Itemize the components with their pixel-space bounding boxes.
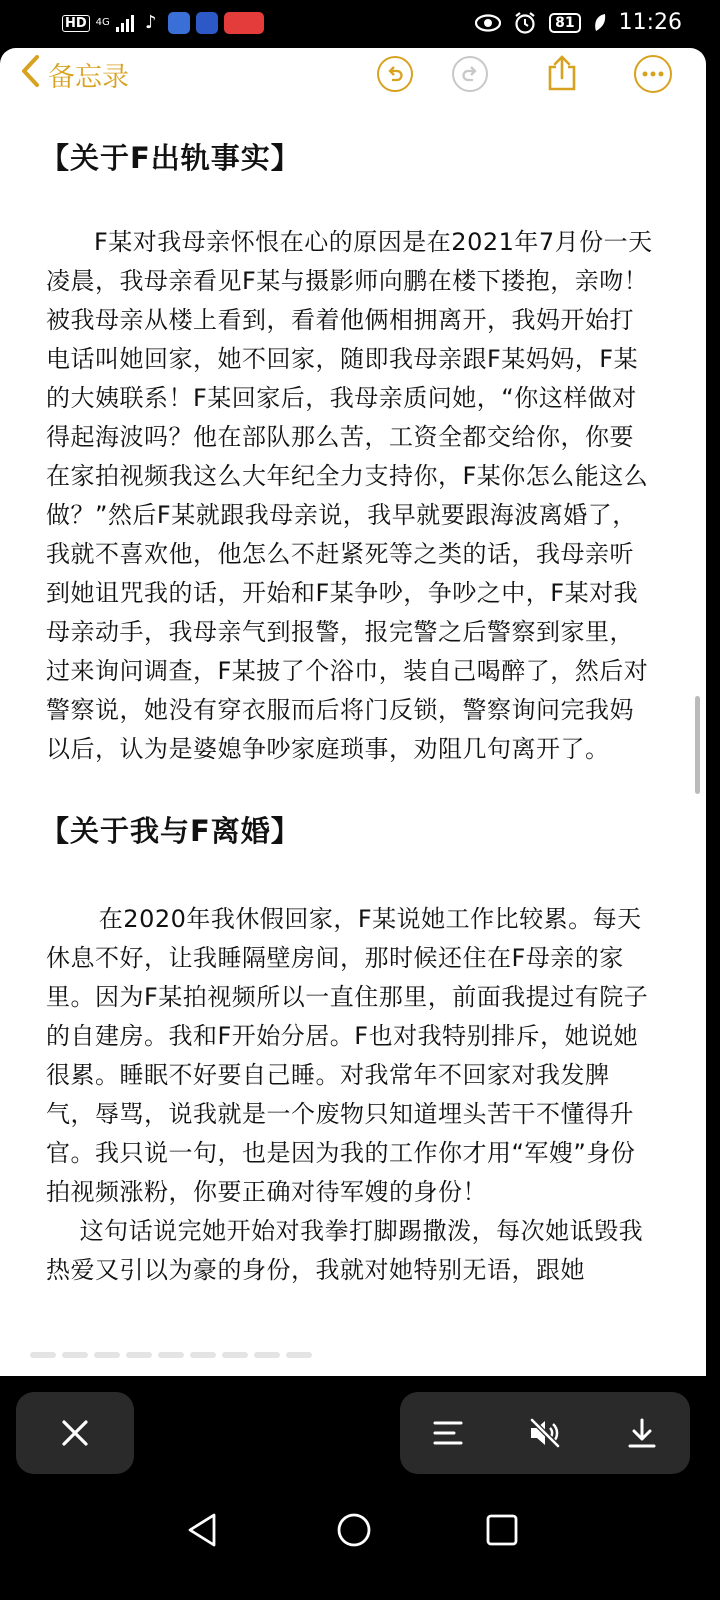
page-indicator — [30, 1352, 312, 1358]
download-icon[interactable] — [626, 1417, 658, 1449]
note-window — [0, 48, 706, 1376]
more-icon — [642, 71, 664, 77]
more-options-button[interactable] — [634, 55, 672, 93]
section-heading-affair: 【关于F出轨事实】 — [40, 141, 301, 175]
share-icon[interactable] — [546, 54, 578, 92]
status-bar — [0, 0, 720, 48]
scrollbar-thumb[interactable] — [695, 696, 700, 794]
network-type: 4G — [95, 17, 110, 28]
paragraph-divorce: 在2020年我休假回家，F某说她工作比较累。每天休息不好，让我睡隔壁房间，那时候还住在F母亲的家里。因为F某拍视频所以一直住那里，前面我提过有院子的自建房。我和F开始分居。F也对我特别排斥，她说她很累。睡眠不好要自己睡。对我常年不回家对我发脾气，辱骂，说我就是一个废物只知道埋头苦干不懂得升官。我只说一句，也是因为我的工作你才用“军嫂”身份拍视频涨粉，你要正确对待军嫂的身份！ — [46, 905, 649, 1206]
status-left — [62, 12, 264, 34]
menu-icon[interactable] — [432, 1419, 464, 1447]
undo-button[interactable] — [377, 56, 413, 92]
baidu-icon — [168, 12, 190, 34]
hd-indicator: HD — [62, 15, 90, 32]
home-nav-icon[interactable] — [335, 1510, 373, 1550]
note-body[interactable] — [40, 136, 656, 1290]
paragraph-continued: 这句话说完她开始对我拳打脚踢撒泼，每次她诋毁我热爱又引以为豪的身份，我就对她特别无语，跟她 — [46, 1217, 644, 1284]
back-nav-icon[interactable] — [184, 1510, 220, 1550]
close-button[interactable] — [16, 1392, 134, 1474]
back-label: 备忘录 — [48, 62, 129, 93]
note-toolbar — [0, 48, 706, 108]
status-right — [475, 10, 682, 35]
mute-icon[interactable] — [527, 1417, 563, 1449]
media-controls — [400, 1392, 690, 1474]
paragraph-affair: F某对我母亲怀恨在心的原因是在2021年7月份一天凌晨，我母亲看见F某与摄影师向鹏在楼下搂抱，亲吻！被我母亲从楼上看到，看着他俩相拥离开，我妈开始打电话叫她回家，她不回家，随即我母亲跟F某妈妈，F某的大姨联系！F某回家后，我母亲质问她，“你这样做对得起海波吗？他在部队那么苦，工资全都交给你，你要在家拍视频我这么大年纪全力支持你，F某你怎么能这么做？”然后F某就跟我母亲说，我早就要跟海波离婚了，我就不喜欢他，他怎么不赶紧死等之类的话，我母亲听到她诅咒我的话，开始和F某争吵，争吵之中，F某对我母亲动手，我母亲气到报警，报完警之后警察到家里，过来询问调查，F某披了个浴巾，装自己喝醉了，然后对警察说，她没有穿衣服而后将门反锁，警察询问完我妈以后，认为是婆媳争吵家庭琐事，劝阻几句离开了。 — [46, 228, 653, 763]
xiaohongshu-icon — [224, 12, 264, 34]
recents-nav-icon[interactable] — [484, 1510, 520, 1550]
tiktok-icon: ♪ — [140, 12, 162, 34]
chevron-left-icon — [20, 54, 40, 95]
undo-icon — [385, 64, 405, 84]
redo-button[interactable] — [452, 56, 488, 92]
alarm-icon — [513, 11, 537, 35]
redo-icon — [460, 64, 480, 84]
clock: 11:26 — [618, 10, 682, 35]
battery-indicator: 81 — [549, 13, 580, 33]
back-button[interactable] — [20, 54, 129, 95]
signal-icon — [116, 14, 134, 32]
navigation-bar — [0, 1490, 720, 1600]
leaf-icon — [593, 13, 607, 33]
close-icon — [60, 1418, 90, 1448]
section-heading-divorce: 【关于我与F离婚】 — [40, 814, 301, 848]
eye-icon — [475, 14, 501, 32]
tieba-icon — [196, 12, 218, 34]
